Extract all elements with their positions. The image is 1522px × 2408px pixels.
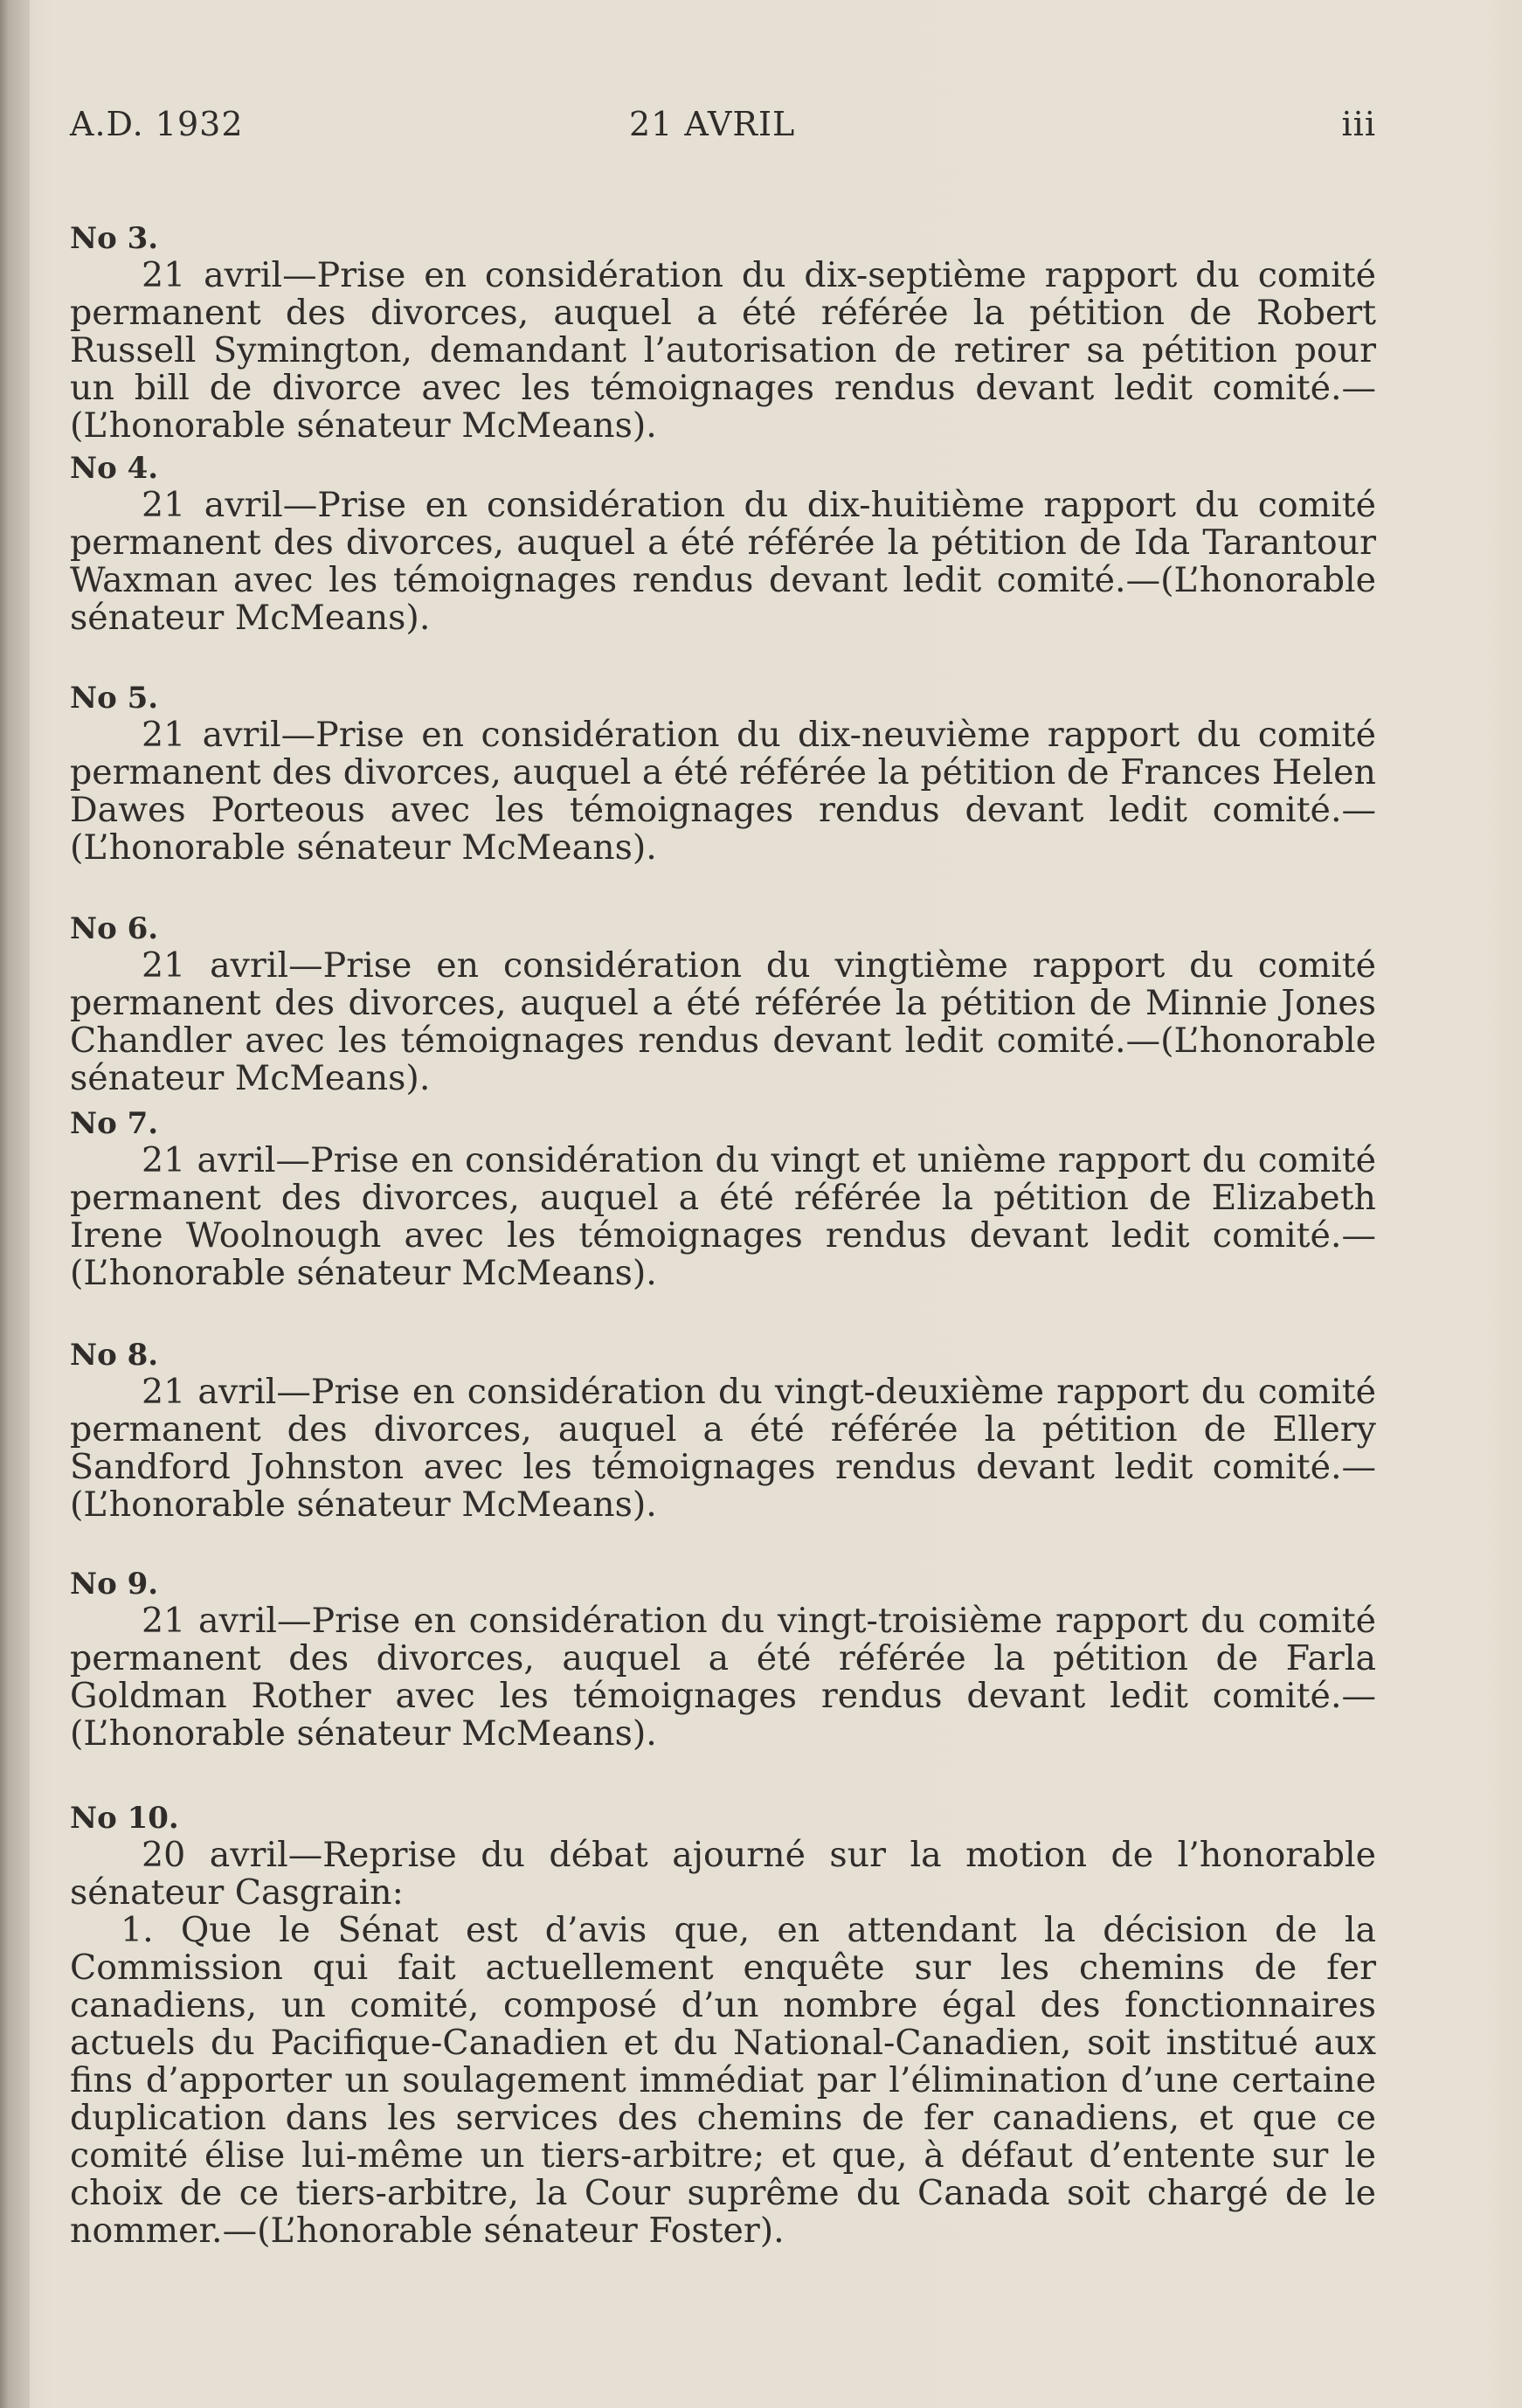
- motion-text: 1. Que le Sénat est d’avis que, en attendant la décision de la Commission qui fait actuellement enquête sur les chemins de fer canadiens, un comité, composé d’un nombre égal des fonctionnaires actuels du Pacifique-Canadien et du National-Canadien, soit institué aux fins d’apporter un soulagement immédiat par l’élimination d’une certaine duplication dans les services des chemins de fer canadiens, et que ce comité élise lui-même un tiers-arbitre; et que, à défaut d’entente sur le choix de ce tiers-arbitre, la Cour suprême du Canada soit chargé de le nommer.—(L’honorable sénateur Foster).: [70, 1910, 1376, 2251]
- order-item-6: [70, 910, 1376, 1097]
- item-text: 21 avril—Prise en considération du dix-septième rapport du comité permanent des divorces, auquel a été référée la pétition de Robert Russell Symington, demandant l’autorisation de retirer sa pétition pour un bill de divorce avec les témoignages rendus devant ledit comité.—(L’honorable sénateur McMeans).: [70, 255, 1376, 446]
- header-year: A.D. 1932: [70, 105, 244, 143]
- item-text: 21 avril—Prise en considération du vingt-troisième rapport du comité permanent des divorces, auquel a été référée la pétition de Farla Goldman Rother avec les témoignages rendus devant ledit comité.—(L’honorable sénateur McMeans).: [70, 1601, 1376, 1754]
- order-item-5: [70, 680, 1376, 867]
- item-text: 21 avril—Prise en considération du dix-huitième rapport du comité permanent des divorces, auquel a été référée la pétition de Ida Tarantour Waxman avec les témoignages rendus devant ledit comité.—(L’honorable sénateur McMeans).: [70, 485, 1376, 638]
- order-item-8: [70, 1337, 1376, 1524]
- item-number: No 8.: [70, 1338, 159, 1373]
- item-text: 21 avril—Prise en considération du vingt-deuxième rapport du comité permanent des divorces, auquel a été référée la pétition de Ellery Sandford Johnston avec les témoignages rendus devant ledit comité.—(L’honorable sénateur McMeans).: [70, 1372, 1376, 1525]
- page-number: iii: [1341, 105, 1376, 143]
- order-item-7: [70, 1105, 1376, 1292]
- item-number: No 9.: [70, 1567, 159, 1602]
- item-text: 21 avril—Prise en considération du vingt et unième rapport du comité permanent des divorces, auquel a été référée la pétition de Elizabeth Irene Woolnough avec les témoignages rendus devant ledit comité.—(L’honorable sénateur McMeans).: [70, 1140, 1376, 1293]
- binding-edge: [0, 0, 30, 2408]
- item-text: 21 avril—Prise en considération du vingtième rapport du comité permanent des divorces, auquel a été référée la pétition de Minnie Jones Chandler avec les témoignages rendus devant ledit comité.—(L’honorable sénateur McMeans).: [70, 945, 1376, 1098]
- item-number: No 3.: [70, 221, 159, 256]
- item-number: No 4.: [70, 451, 159, 486]
- item-text: 20 avril—Reprise du débat ajourné sur la motion de l’honorable sénateur Casgrain:: [70, 1835, 1376, 1913]
- order-item-4: [70, 450, 1376, 637]
- order-item-9: [70, 1566, 1376, 1753]
- item-number: No 6.: [70, 911, 159, 946]
- order-item-3: [70, 220, 1376, 445]
- running-header: [70, 105, 1376, 154]
- item-text: 21 avril—Prise en considération du dix-neuvième rapport du comité permanent des divorces, auquel a été référée la pétition de Frances Helen Dawes Porteous avec les témoignages rendus devant ledit comité.—(L’honorable sénateur McMeans).: [70, 715, 1376, 868]
- order-item-10: [70, 1800, 1376, 2250]
- item-number: No 10.: [70, 1801, 179, 1836]
- header-date: 21 AVRIL: [629, 105, 796, 143]
- item-number: No 7.: [70, 1106, 159, 1141]
- item-number: No 5.: [70, 681, 159, 716]
